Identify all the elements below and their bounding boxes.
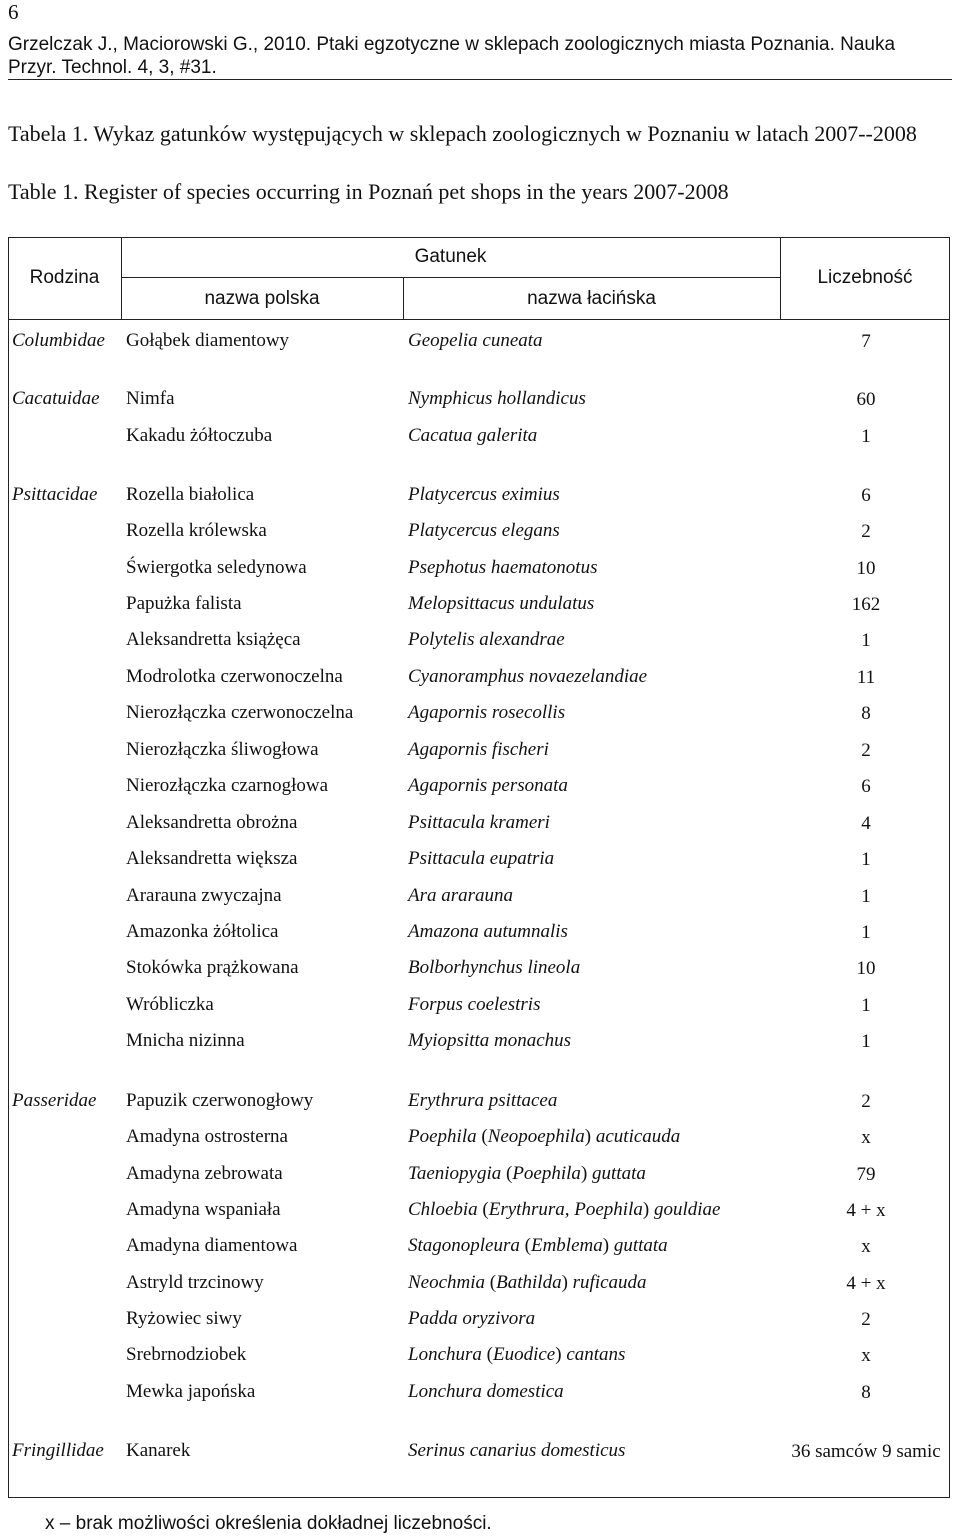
- count-cell: 1: [861, 630, 871, 651]
- polish-name-cell: Rozella królewska: [126, 520, 267, 541]
- count-cell: x: [861, 1127, 871, 1148]
- table-row: [8, 330, 950, 360]
- latin-name-cell: Polytelis alexandrae: [408, 629, 565, 650]
- latin-name-cell: Agapornis rosecollis: [408, 702, 566, 723]
- latin-name-cell: Platycercus elegans: [408, 520, 560, 541]
- table-row: [8, 629, 950, 659]
- footnote: x – brak możliwości określenia dokładnej liczebności.: [45, 1513, 492, 1534]
- count-cell: 8: [861, 1382, 871, 1403]
- latin-name-cell: Taeniopygia (Poephila) guttata: [408, 1163, 646, 1184]
- header-latin-name: nazwa łacińska: [527, 288, 656, 309]
- table-row: [8, 593, 950, 623]
- header-family: Rodzina: [29, 267, 100, 288]
- polish-name-cell: Nimfa: [126, 388, 175, 409]
- polish-name-cell: Papuzik czerwonogłowy: [126, 1090, 314, 1111]
- count-cell: 2: [861, 521, 871, 542]
- latin-name-cell: Serinus canarius domesticus: [408, 1440, 626, 1461]
- citation: Grzelczak J., Maciorowski G., 2010. Ptaki egzotyczne w sklepach zoologicznych miasta Poznania. Nauka Przyr. Technol. 4, 3, #31.: [8, 34, 896, 78]
- table-row: [8, 1440, 950, 1470]
- family-cell: Cacatuidae: [12, 388, 100, 409]
- latin-name-cell: Bolborhynchus lineola: [408, 957, 581, 978]
- latin-name-cell: Psephotus haematonotus: [408, 557, 598, 578]
- polish-name-cell: Gołąbek diamentowy: [126, 330, 290, 351]
- count-cell: 36 samców 9 samic: [791, 1441, 941, 1462]
- latin-name-cell: Agapornis personata: [408, 775, 568, 796]
- page-number: 6: [8, 0, 19, 24]
- family-cell: Psittacidae: [12, 484, 98, 505]
- latin-name-cell: Cacatua galerita: [408, 425, 538, 446]
- latin-name-cell: Amazona autumnalis: [408, 921, 568, 942]
- header-rule-species: [121, 277, 780, 278]
- latin-name-cell: Ara ararauna: [408, 885, 514, 906]
- polish-name-cell: Mewka japońska: [126, 1381, 256, 1402]
- polish-name-cell: Amadyna diamentowa: [126, 1235, 298, 1256]
- latin-name-cell: Platycercus eximius: [408, 484, 560, 505]
- table-caption-polish: Tabela 1. Wykaz gatunków występujących w sklepach zoologicznych w Poznaniu w latach 2007--2008: [8, 121, 917, 146]
- latin-name-cell: Padda oryzivora: [408, 1308, 536, 1329]
- count-cell: 10: [856, 958, 876, 979]
- polish-name-cell: Aleksandretta książęca: [126, 629, 301, 650]
- table-row: [8, 1344, 950, 1374]
- header-species: Gatunek: [414, 246, 487, 267]
- table-row: [8, 484, 950, 514]
- polish-name-cell: Aleksandretta obrożna: [126, 812, 298, 833]
- table-row: [8, 425, 950, 455]
- latin-name-cell: Melopsittacus undulatus: [408, 593, 595, 614]
- count-cell: x: [861, 1236, 871, 1257]
- polish-name-cell: Wróbliczka: [126, 994, 214, 1015]
- polish-name-cell: Rozella białolica: [126, 484, 255, 505]
- table-caption-english: Table 1. Register of species occurring in Poznań pet shops in the years 2007-2008: [8, 179, 729, 204]
- table-row: [8, 812, 950, 842]
- polish-name-cell: Nierozłączka śliwogłowa: [126, 739, 319, 760]
- table-row: [8, 520, 950, 550]
- count-cell: 4 + x: [846, 1200, 886, 1221]
- latin-name-cell: Neochmia (Bathilda) ruficauda: [408, 1272, 647, 1293]
- latin-name-cell: Stagonopleura (Emblema) guttata: [408, 1235, 668, 1256]
- header-rule-bottom: [8, 319, 950, 320]
- header-count: Liczebność: [817, 267, 913, 288]
- latin-name-cell: Chloebia (Erythrura, Poephila) gouldiae: [408, 1199, 721, 1220]
- table-row: [8, 1030, 950, 1060]
- polish-name-cell: Ryżowiec siwy: [126, 1308, 242, 1329]
- table-row: [8, 739, 950, 769]
- count-cell: 11: [856, 667, 876, 688]
- polish-name-cell: Modrolotka czerwonoczelna: [126, 666, 343, 687]
- polish-name-cell: Stokówka prążkowana: [126, 957, 299, 978]
- polish-name-cell: Nierozłączka czerwonoczelna: [126, 702, 354, 723]
- count-cell: 79: [856, 1164, 876, 1185]
- table-row: [8, 1090, 950, 1120]
- count-cell: 1: [861, 1031, 871, 1052]
- count-cell: 1: [861, 426, 871, 447]
- table-row: [8, 388, 950, 418]
- count-cell: 4 + x: [846, 1273, 886, 1294]
- count-cell: 4: [861, 813, 871, 834]
- latin-name-cell: Lonchura (Euodice) cantans: [408, 1344, 626, 1365]
- polish-name-cell: Papużka falista: [126, 593, 242, 614]
- polish-name-cell: Mnicha nizinna: [126, 1030, 245, 1051]
- table-row: [8, 1199, 950, 1229]
- family-cell: Columbidae: [12, 330, 105, 351]
- count-cell: 6: [861, 485, 871, 506]
- table-row: [8, 885, 950, 915]
- count-cell: 60: [856, 389, 876, 410]
- table-row: [8, 557, 950, 587]
- polish-name-cell: Kakadu żółtoczuba: [126, 425, 273, 446]
- latin-name-cell: Cyanoramphus novaezelandiae: [408, 666, 648, 687]
- latin-name-cell: Psittacula eupatria: [408, 848, 555, 869]
- table-row: [8, 775, 950, 805]
- polish-name-cell: Aleksandretta większa: [126, 848, 298, 869]
- polish-name-cell: Amadyna ostrosterna: [126, 1126, 288, 1147]
- count-cell: x: [861, 1345, 871, 1366]
- table-row: [8, 1381, 950, 1411]
- table-row: [8, 957, 950, 987]
- count-cell: 1: [861, 922, 871, 943]
- table-row: [8, 1235, 950, 1265]
- header-polish-name: nazwa polska: [204, 288, 320, 309]
- table-row: [8, 1272, 950, 1302]
- latin-name-cell: Lonchura domestica: [408, 1381, 564, 1402]
- polish-name-cell: Amadyna zebrowata: [126, 1163, 283, 1184]
- count-cell: 10: [856, 558, 876, 579]
- family-cell: Fringillidae: [12, 1440, 104, 1461]
- polish-name-cell: Kanarek: [126, 1440, 191, 1461]
- polish-name-cell: Srebrnodziobek: [126, 1344, 247, 1365]
- count-cell: 2: [861, 740, 871, 761]
- polish-name-cell: Nierozłączka czarnogłowa: [126, 775, 329, 796]
- count-cell: 1: [861, 886, 871, 907]
- table-row: [8, 702, 950, 732]
- count-cell: 1: [861, 995, 871, 1016]
- count-cell: 7: [861, 331, 871, 352]
- latin-name-cell: Erythrura psittacea: [408, 1090, 558, 1111]
- table-row: [8, 994, 950, 1024]
- polish-name-cell: Ararauna zwyczajna: [126, 885, 282, 906]
- polish-name-cell: Amazonka żółtolica: [126, 921, 279, 942]
- polish-name-cell: Astryld trzcinowy: [126, 1272, 264, 1293]
- latin-name-cell: Agapornis fischeri: [408, 739, 549, 760]
- table-row: [8, 848, 950, 878]
- latin-name-cell: Myiopsitta monachus: [408, 1030, 572, 1051]
- count-cell: 2: [861, 1091, 871, 1112]
- polish-name-cell: Amadyna wspaniała: [126, 1199, 281, 1220]
- table-row: [8, 1163, 950, 1193]
- latin-name-cell: Geopelia cuneata: [408, 330, 543, 351]
- count-cell: 6: [861, 776, 871, 797]
- latin-name-cell: Poephila (Neopoephila) acuticauda: [408, 1126, 681, 1147]
- polish-name-cell: Świergotka seledynowa: [126, 557, 307, 578]
- latin-name-cell: Forpus coelestris: [408, 994, 541, 1015]
- count-cell: 162: [851, 594, 881, 615]
- header-rule: [8, 79, 952, 80]
- family-cell: Passeridae: [12, 1090, 97, 1111]
- latin-name-cell: Psittacula krameri: [408, 812, 550, 833]
- count-cell: 2: [861, 1309, 871, 1330]
- latin-name-cell: Nymphicus hollandicus: [408, 388, 586, 409]
- count-cell: 8: [861, 703, 871, 724]
- table-row: [8, 1126, 950, 1156]
- table-row: [8, 921, 950, 951]
- table-row: [8, 666, 950, 696]
- count-cell: 1: [861, 849, 871, 870]
- table-row: [8, 1308, 950, 1338]
